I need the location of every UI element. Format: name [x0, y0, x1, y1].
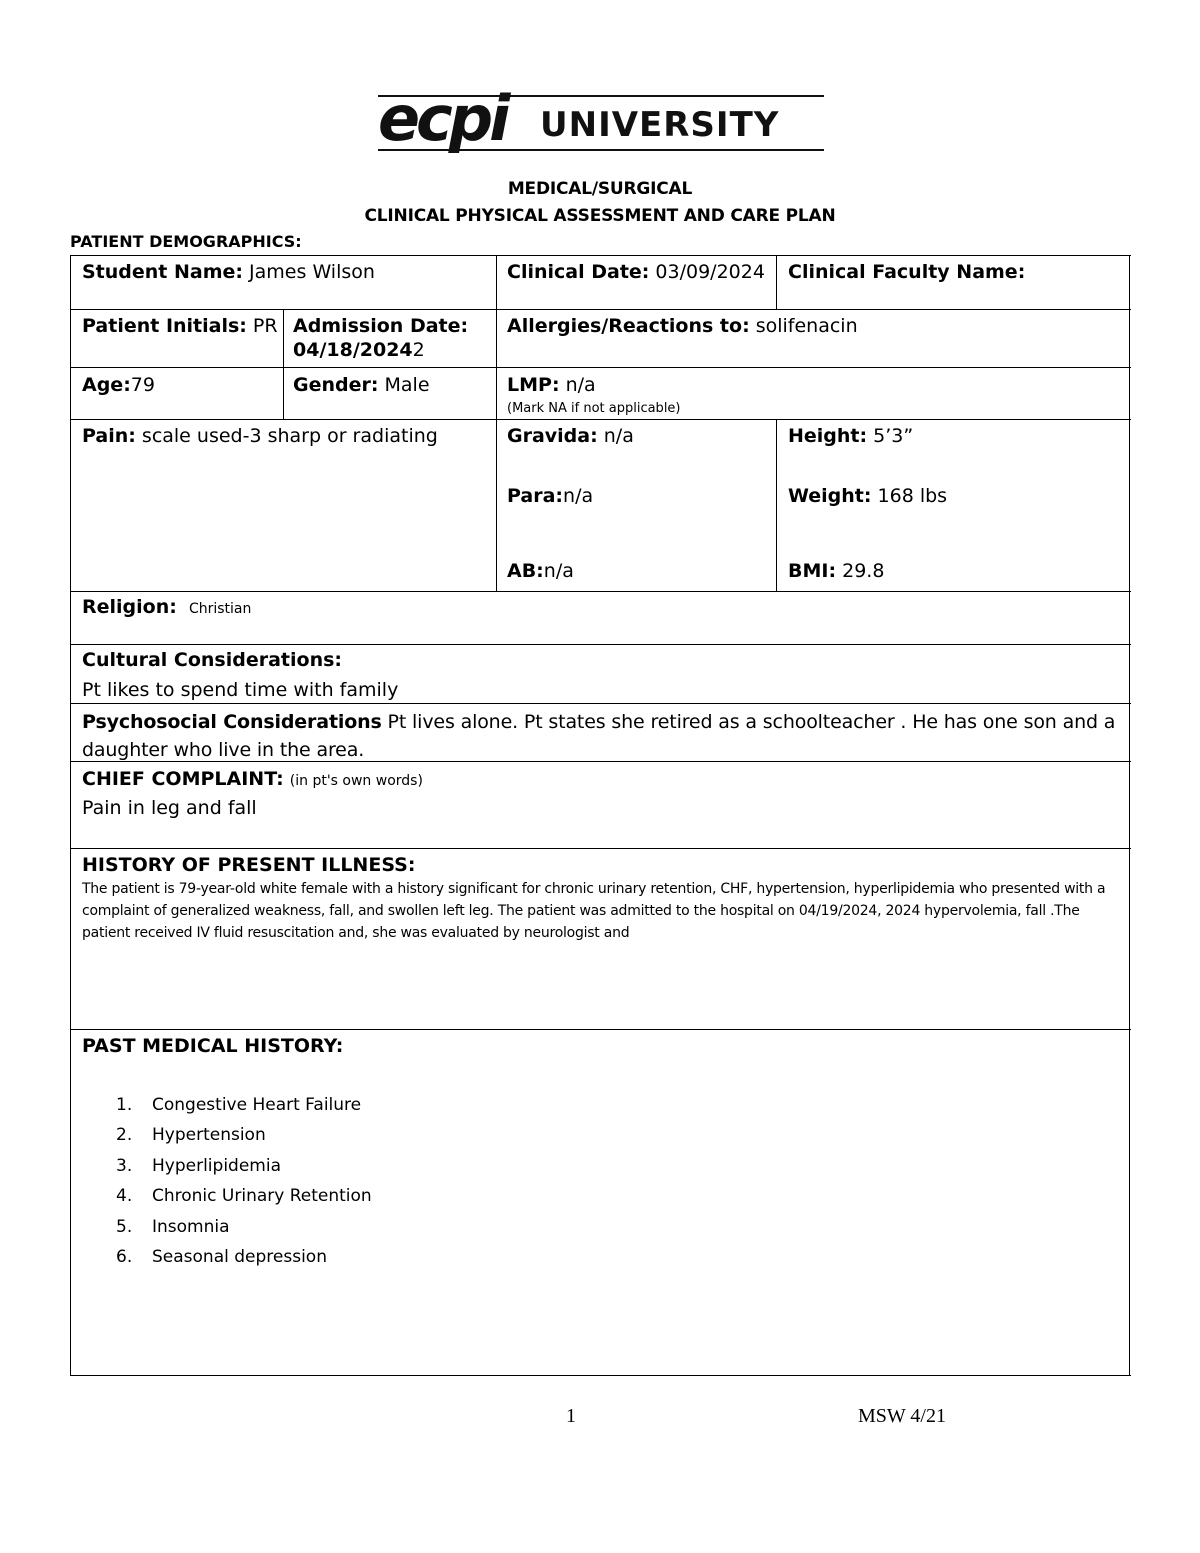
table-border	[776, 255, 777, 309]
hpi-text: The patient is 79-year-old white female with a history significant for chronic urinary retention, CHF, hypertension, hyperlipidemia who presented with a complaint of generalized weakness, fall, and swollen left leg. The patient was admitted to the hospital on 04/19/2024, 2024 hypervolemia, fall .The patient received IV fluid resuscitation and, she was evaluated by neurologist and	[82, 881, 1106, 941]
clinical-date-field: Clinical Date: 03/09/2024	[507, 261, 765, 283]
clinical-faculty-label: Clinical Faculty Name:	[788, 261, 1026, 283]
pmh-heading: PAST MEDICAL HISTORY:	[82, 1035, 344, 1057]
hpi-heading: HISTORY OF PRESENT ILLNESS:	[82, 854, 416, 876]
table-border	[70, 309, 1131, 310]
psychosocial-considerations-field: Psychosocial Considerations Pt lives alone. Pt states she retired as a schoolteacher . He has one son and a daughter who live in the area.	[82, 711, 1116, 761]
gender-field: Gender: Male	[293, 374, 430, 396]
religion-field: Religion: Christian	[82, 596, 252, 618]
page-number: 1	[566, 1405, 576, 1427]
table-border	[1129, 255, 1130, 1375]
table-border	[283, 309, 284, 419]
allergies-field: Allergies/Reactions to: solifenacin	[507, 315, 858, 337]
height-field: Height: 5’3”	[788, 425, 914, 447]
form-version: MSW 4/21	[858, 1405, 946, 1427]
student-name-field: Student Name: James Wilson	[82, 261, 375, 283]
table-border	[496, 255, 497, 591]
patient-initials-field: Patient Initials: PR	[82, 315, 278, 337]
list-item: 6. Seasonal depression	[116, 1246, 327, 1267]
list-item: 2. Hypertension	[116, 1125, 266, 1146]
para-field: Para:n/a	[507, 485, 594, 507]
table-border	[70, 367, 1131, 368]
table-border	[776, 419, 777, 591]
pain-field: Pain: scale used-3 sharp or radiating	[82, 425, 438, 447]
list-item: 3. Hyperlipidemia	[116, 1155, 281, 1176]
weight-field: Weight: 168 lbs	[788, 485, 948, 507]
section-label-demographics: PATIENT DEMOGRAPHICS:	[70, 232, 302, 251]
lmp-field: LMP: n/a	[507, 374, 596, 396]
form-title-line1: MEDICAL/SURGICAL	[507, 179, 693, 199]
table-border	[70, 255, 1131, 256]
ecpi-university-logo	[378, 86, 824, 158]
table-border	[70, 419, 1131, 420]
table-border	[70, 1375, 1131, 1376]
table-border	[70, 703, 1131, 704]
table-border	[70, 255, 71, 1375]
lmp-note: (Mark NA if not applicable)	[507, 401, 681, 416]
admission-date-field: Admission Date: 04/18/20242	[293, 315, 469, 361]
svg-text:UNIVERSITY: UNIVERSITY	[540, 105, 780, 145]
form-title-line2: CLINICAL PHYSICAL ASSESSMENT AND CARE PLAN	[364, 206, 836, 226]
list-item: 5. Insomnia	[116, 1216, 230, 1237]
bmi-field: BMI: 29.8	[788, 560, 885, 582]
gravida-field: Gravida: n/a	[507, 425, 634, 447]
chief-complaint-heading: CHIEF COMPLAINT: (in pt's own words)	[82, 768, 423, 790]
table-border	[70, 1029, 1131, 1030]
age-field: Age:79	[82, 374, 155, 396]
ab-field: AB:n/a	[507, 560, 574, 582]
svg-text:ecpi: ecpi	[378, 86, 507, 155]
list-item: 1. Congestive Heart Failure	[116, 1095, 362, 1115]
table-border	[70, 848, 1131, 849]
table-border	[70, 644, 1131, 645]
table-border	[70, 591, 1131, 592]
chief-complaint-text: Pain in leg and fall	[82, 797, 257, 819]
list-item: 4. Chronic Urinary Retention	[116, 1186, 372, 1207]
pmh-list	[116, 1090, 372, 1272]
cultural-considerations-field: Cultural Considerations: Pt likes to spend time with family	[82, 649, 399, 701]
